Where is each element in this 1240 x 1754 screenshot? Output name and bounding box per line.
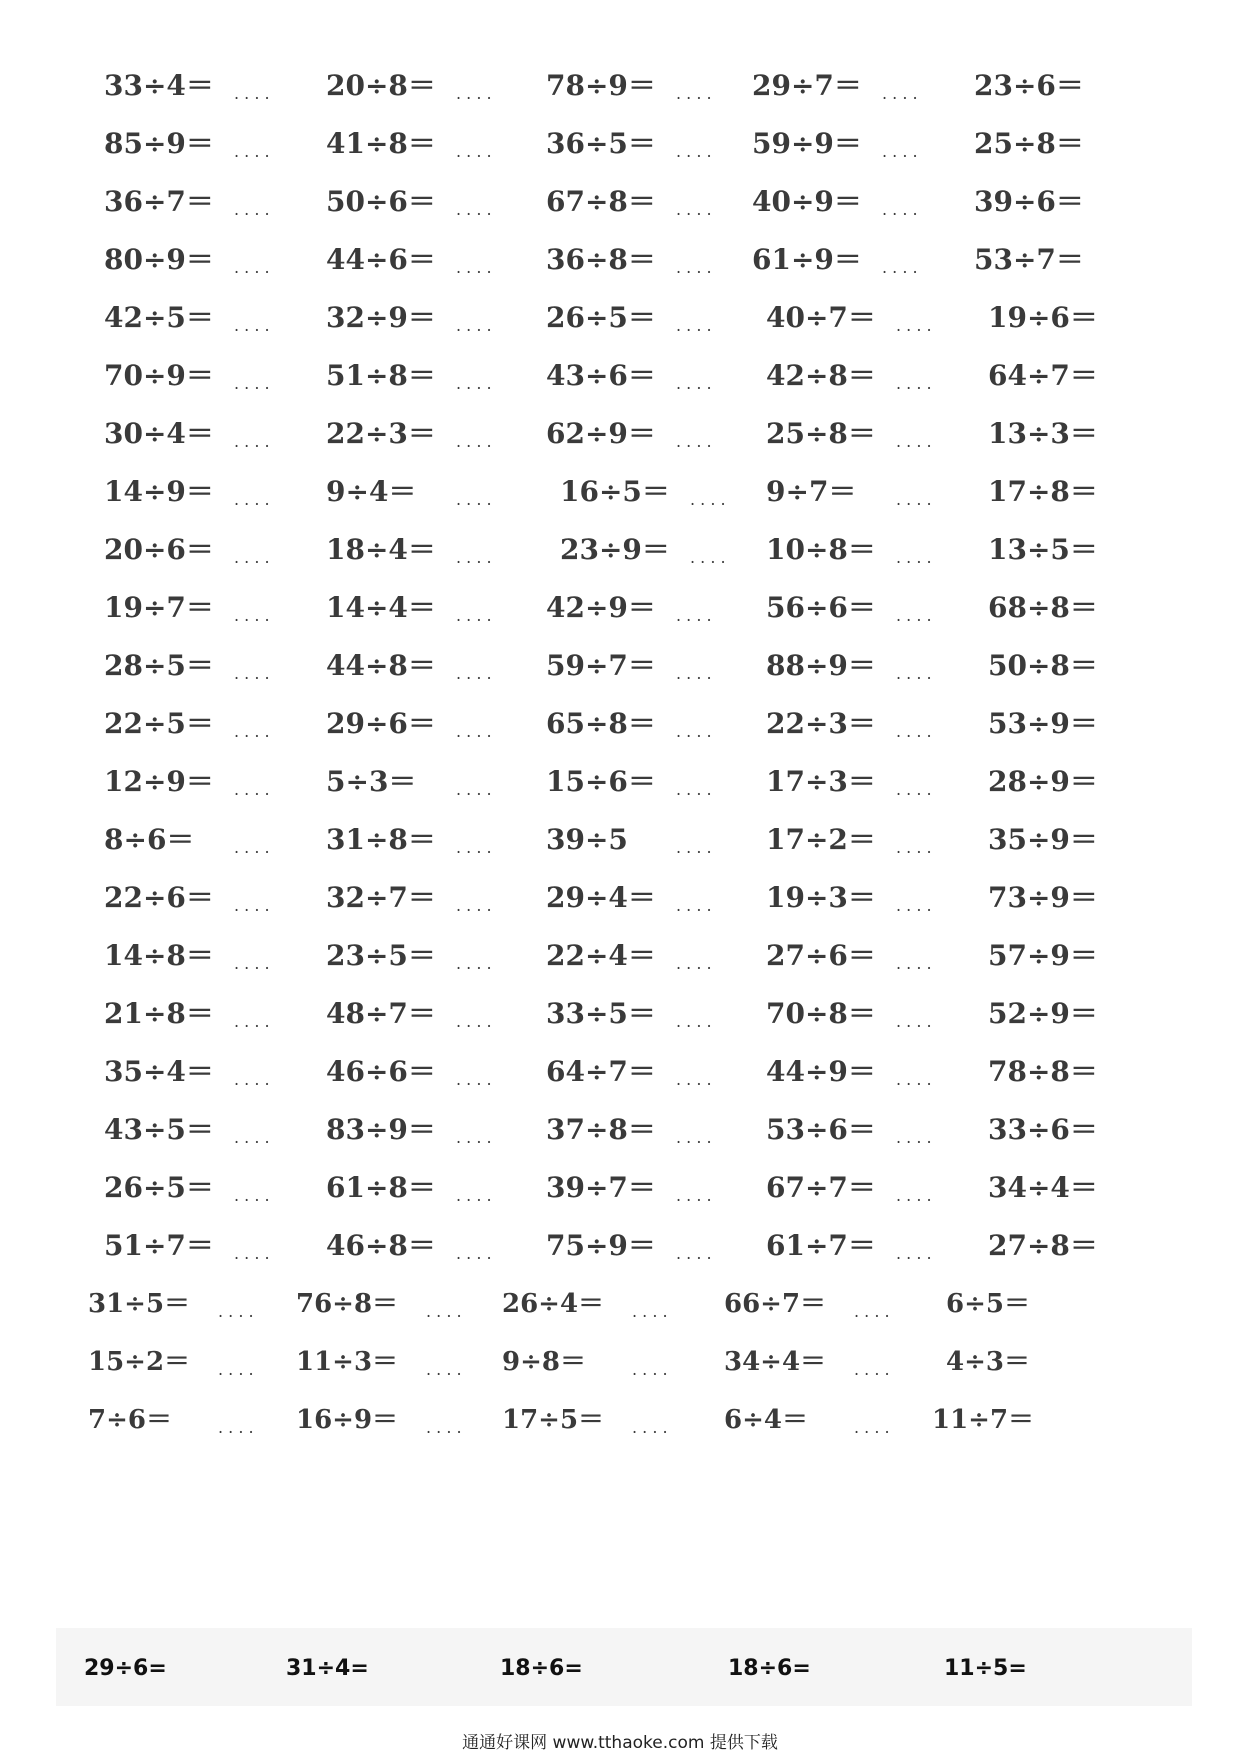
division-problem: 10÷8＝ (766, 533, 876, 566)
answer-dots: . . . . (676, 142, 712, 161)
division-problem: 61÷8＝ (326, 1171, 436, 1204)
division-problem: 22÷5＝ (104, 707, 214, 740)
answer-dots: . . . . (896, 1012, 932, 1031)
division-problem: 44÷9＝ (766, 1055, 876, 1088)
division-problem: 11÷5= (944, 1656, 1027, 1681)
division-problem: 83÷9＝ (326, 1113, 436, 1146)
division-problem: 80÷9＝ (104, 243, 214, 276)
answer-dots: . . . . (632, 1418, 668, 1437)
answer-dots: . . . . (234, 838, 270, 857)
division-problem: 66÷7＝ (724, 1289, 827, 1319)
answer-dots: . . . . (882, 200, 918, 219)
division-problem: 25÷8＝ (766, 417, 876, 450)
division-problem: 28÷5＝ (104, 649, 214, 682)
problem-row (0, 356, 1240, 396)
problem-row (0, 66, 1240, 106)
answer-dots: . . . . (676, 1128, 712, 1147)
division-problem: 42÷5＝ (104, 301, 214, 334)
division-problem: 23÷5＝ (326, 939, 436, 972)
division-problem: 26÷5＝ (546, 301, 656, 334)
answer-dots: . . . . (896, 722, 932, 741)
answer-dots: . . . . (896, 1186, 932, 1205)
division-problem: 12÷9＝ (104, 765, 214, 798)
answer-dots: . . . . (676, 1070, 712, 1089)
division-problem: 51÷8＝ (326, 359, 436, 392)
answer-dots: . . . . (676, 838, 712, 857)
division-problem: 16÷9＝ (296, 1405, 399, 1435)
answer-dots: . . . . (456, 606, 492, 625)
division-problem: 9÷4＝ (326, 475, 417, 508)
problem-row (0, 240, 1240, 280)
answer-dots: . . . . (234, 954, 270, 973)
division-problem: 19÷6＝ (988, 301, 1098, 334)
division-problem: 21÷8＝ (104, 997, 214, 1030)
problem-row (0, 298, 1240, 338)
answer-dots: . . . . (676, 432, 712, 451)
division-problem: 6÷5＝ (946, 1289, 1030, 1319)
division-problem: 36÷8＝ (546, 243, 656, 276)
division-problem: 16÷5＝ (560, 475, 670, 508)
problem-row (0, 878, 1240, 918)
problem-row (0, 1284, 1240, 1324)
answer-dots: . . . . (234, 548, 270, 567)
division-problem: 23÷6＝ (974, 69, 1084, 102)
division-problem: 8÷6＝ (104, 823, 195, 856)
answer-dots: . . . . (456, 316, 492, 335)
division-problem: 22÷4＝ (546, 939, 656, 972)
answer-dots: . . . . (456, 490, 492, 509)
answer-dots: . . . . (218, 1418, 254, 1437)
division-problem: 35÷4＝ (104, 1055, 214, 1088)
answer-dots: . . . . (896, 780, 932, 799)
division-problem: 53÷7＝ (974, 243, 1084, 276)
division-problem: 22÷6＝ (104, 881, 214, 914)
problem-row (0, 1342, 1240, 1382)
division-problem: 36÷5＝ (546, 127, 656, 160)
answer-dots: . . . . (234, 1186, 270, 1205)
division-problem: 65÷8＝ (546, 707, 656, 740)
answer-dots: . . . . (234, 664, 270, 683)
answer-dots: . . . . (896, 490, 932, 509)
problem-row (0, 472, 1240, 512)
answer-dots: . . . . (882, 258, 918, 277)
answer-dots: . . . . (676, 84, 712, 103)
problem-row (0, 1052, 1240, 1092)
division-problem: 14÷4＝ (326, 591, 436, 624)
division-problem: 39÷5 (546, 823, 628, 856)
problem-row (0, 762, 1240, 802)
division-problem: 42÷8＝ (766, 359, 876, 392)
problem-row (0, 182, 1240, 222)
answer-dots: . . . . (676, 1012, 712, 1031)
division-problem: 36÷7＝ (104, 185, 214, 218)
division-problem: 11÷7＝ (932, 1405, 1035, 1435)
division-problem: 31÷5＝ (88, 1289, 191, 1319)
division-problem: 46÷8＝ (326, 1229, 436, 1262)
division-problem: 31÷4= (286, 1656, 369, 1681)
division-problem: 27÷8＝ (988, 1229, 1098, 1262)
answer-dots: . . . . (456, 1070, 492, 1089)
answer-dots: . . . . (676, 954, 712, 973)
division-problem: 41÷8＝ (326, 127, 436, 160)
problem-row (0, 1168, 1240, 1208)
division-problem: 5÷3＝ (326, 765, 417, 798)
division-problem: 70÷8＝ (766, 997, 876, 1030)
answer-dots: . . . . (234, 258, 270, 277)
division-problem: 34÷4＝ (724, 1347, 827, 1377)
division-problem: 28÷9＝ (988, 765, 1098, 798)
division-problem: 23÷9＝ (560, 533, 670, 566)
division-problem: 76÷8＝ (296, 1289, 399, 1319)
answer-dots: . . . . (676, 200, 712, 219)
answer-dots: . . . . (632, 1360, 668, 1379)
division-problem: 4÷3＝ (946, 1347, 1030, 1377)
answer-dots: . . . . (632, 1302, 668, 1321)
division-problem: 18÷4＝ (326, 533, 436, 566)
division-problem: 67÷7＝ (766, 1171, 876, 1204)
division-problem: 29÷6＝ (326, 707, 436, 740)
division-problem: 29÷4＝ (546, 881, 656, 914)
division-problem: 56÷6＝ (766, 591, 876, 624)
answer-dots: . . . . (456, 664, 492, 683)
division-problem: 50÷6＝ (326, 185, 436, 218)
division-problem: 20÷6＝ (104, 533, 214, 566)
answer-dots: . . . . (896, 316, 932, 335)
division-problem: 22÷3＝ (326, 417, 436, 450)
division-problem: 33÷6＝ (988, 1113, 1098, 1146)
answer-dots: . . . . (234, 374, 270, 393)
division-problem: 88÷9＝ (766, 649, 876, 682)
division-problem: 75÷9＝ (546, 1229, 656, 1262)
division-problem: 64÷7＝ (546, 1055, 656, 1088)
division-problem: 25÷8＝ (974, 127, 1084, 160)
answer-dots: . . . . (896, 838, 932, 857)
answer-dots: . . . . (896, 548, 932, 567)
answer-dots: . . . . (456, 84, 492, 103)
problem-row (0, 646, 1240, 686)
answer-dots: . . . . (456, 1012, 492, 1031)
answer-dots: . . . . (896, 432, 932, 451)
answer-dots: . . . . (426, 1360, 462, 1379)
answer-dots: . . . . (882, 84, 918, 103)
answer-dots: . . . . (676, 1186, 712, 1205)
answer-dots: . . . . (456, 432, 492, 451)
answer-dots: . . . . (690, 490, 726, 509)
answer-dots: . . . . (234, 200, 270, 219)
division-problem: 9÷7＝ (766, 475, 857, 508)
division-problem: 17÷3＝ (766, 765, 876, 798)
problem-row (0, 1226, 1240, 1266)
answer-dots: . . . . (234, 432, 270, 451)
answer-dots: . . . . (234, 1128, 270, 1147)
answer-dots: . . . . (456, 1186, 492, 1205)
answer-dots: . . . . (896, 1244, 932, 1263)
answer-dots: . . . . (854, 1360, 890, 1379)
answer-dots: . . . . (690, 548, 726, 567)
division-problem: 7÷6＝ (88, 1405, 172, 1435)
division-problem: 37÷8＝ (546, 1113, 656, 1146)
answer-dots: . . . . (676, 258, 712, 277)
answer-dots: . . . . (234, 606, 270, 625)
division-problem: 68÷8＝ (988, 591, 1098, 624)
division-problem: 43÷6＝ (546, 359, 656, 392)
answer-dots: . . . . (456, 838, 492, 857)
division-problem: 78÷9＝ (546, 69, 656, 102)
answer-dots: . . . . (456, 1128, 492, 1147)
division-problem: 30÷4＝ (104, 417, 214, 450)
division-problem: 52÷9＝ (988, 997, 1098, 1030)
answer-dots: . . . . (854, 1302, 890, 1321)
answer-dots: . . . . (218, 1360, 254, 1379)
division-problem: 40÷7＝ (766, 301, 876, 334)
division-problem: 9÷8＝ (502, 1347, 586, 1377)
answer-dots: . . . . (854, 1418, 890, 1437)
division-problem: 40÷9＝ (752, 185, 862, 218)
answer-dots: . . . . (676, 1244, 712, 1263)
answer-dots: . . . . (234, 1070, 270, 1089)
division-problem: 14÷9＝ (104, 475, 214, 508)
problem-row (0, 936, 1240, 976)
division-problem: 39÷7＝ (546, 1171, 656, 1204)
problem-row (0, 530, 1240, 570)
division-problem: 19÷3＝ (766, 881, 876, 914)
answer-dots: . . . . (456, 896, 492, 915)
answer-dots: . . . . (234, 316, 270, 335)
answer-dots: . . . . (234, 490, 270, 509)
division-problem: 18÷6= (500, 1656, 583, 1681)
problem-row (0, 124, 1240, 164)
answer-dots: . . . . (234, 84, 270, 103)
division-problem: 50÷8＝ (988, 649, 1098, 682)
answer-dots: . . . . (896, 954, 932, 973)
answer-dots: . . . . (456, 722, 492, 741)
answer-dots: . . . . (456, 200, 492, 219)
answer-dots: . . . . (426, 1302, 462, 1321)
answer-dots: . . . . (426, 1418, 462, 1437)
answer-dots: . . . . (456, 548, 492, 567)
problem-row (0, 994, 1240, 1034)
division-problem: 59÷9＝ (752, 127, 862, 160)
division-problem: 6÷4＝ (724, 1405, 808, 1435)
answer-dots: . . . . (676, 374, 712, 393)
answer-dots: . . . . (896, 374, 932, 393)
division-problem: 18÷6= (728, 1656, 811, 1681)
division-problem: 11÷3＝ (296, 1347, 399, 1377)
division-problem: 26÷5＝ (104, 1171, 214, 1204)
division-problem: 27÷6＝ (766, 939, 876, 972)
division-problem: 32÷7＝ (326, 881, 436, 914)
problem-row (0, 588, 1240, 628)
division-problem: 20÷8＝ (326, 69, 436, 102)
division-problem: 19÷7＝ (104, 591, 214, 624)
answer-dots: . . . . (234, 780, 270, 799)
answer-dots: . . . . (234, 142, 270, 161)
division-problem: 29÷7＝ (752, 69, 862, 102)
division-problem: 48÷7＝ (326, 997, 436, 1030)
division-problem: 33÷4＝ (104, 69, 214, 102)
division-problem: 22÷3＝ (766, 707, 876, 740)
answer-dots: . . . . (456, 374, 492, 393)
answer-dots: . . . . (676, 780, 712, 799)
division-problem: 43÷5＝ (104, 1113, 214, 1146)
answer-dots: . . . . (676, 664, 712, 683)
answer-dots: . . . . (896, 1128, 932, 1147)
division-problem: 70÷9＝ (104, 359, 214, 392)
answer-dots: . . . . (234, 722, 270, 741)
division-problem: 64÷7＝ (988, 359, 1098, 392)
answer-dots: . . . . (234, 896, 270, 915)
division-problem: 44÷8＝ (326, 649, 436, 682)
division-problem: 61÷7＝ (766, 1229, 876, 1262)
answer-dots: . . . . (234, 1244, 270, 1263)
division-problem: 78÷8＝ (988, 1055, 1098, 1088)
division-problem: 62÷9＝ (546, 417, 656, 450)
answer-dots: . . . . (456, 1244, 492, 1263)
answer-dots: . . . . (456, 954, 492, 973)
division-problem: 53÷6＝ (766, 1113, 876, 1146)
division-problem: 31÷8＝ (326, 823, 436, 856)
problem-row (0, 704, 1240, 744)
answer-dots: . . . . (218, 1302, 254, 1321)
answer-dots: . . . . (896, 606, 932, 625)
division-problem: 34÷4＝ (988, 1171, 1098, 1204)
answer-dots: . . . . (896, 896, 932, 915)
division-problem: 35÷9＝ (988, 823, 1098, 856)
division-problem: 17÷5＝ (502, 1405, 605, 1435)
problem-row (0, 1110, 1240, 1150)
problem-row (0, 820, 1240, 860)
division-problem: 61÷9＝ (752, 243, 862, 276)
answer-dots: . . . . (234, 1012, 270, 1031)
answer-dots: . . . . (456, 258, 492, 277)
answer-dots: . . . . (676, 722, 712, 741)
division-problem: 17÷8＝ (988, 475, 1098, 508)
division-problem: 46÷6＝ (326, 1055, 436, 1088)
division-problem: 39÷6＝ (974, 185, 1084, 218)
division-problem: 85÷9＝ (104, 127, 214, 160)
division-problem: 73÷9＝ (988, 881, 1098, 914)
division-problem: 13÷5＝ (988, 533, 1098, 566)
division-problem: 17÷2＝ (766, 823, 876, 856)
division-problem: 42÷9＝ (546, 591, 656, 624)
division-problem: 14÷8＝ (104, 939, 214, 972)
problem-row (0, 1400, 1240, 1440)
answer-dots: . . . . (456, 142, 492, 161)
answer-dots: . . . . (896, 1070, 932, 1089)
division-problem: 26÷4＝ (502, 1289, 605, 1319)
division-problem: 13÷3＝ (988, 417, 1098, 450)
division-problem: 59÷7＝ (546, 649, 656, 682)
division-problem: 32÷9＝ (326, 301, 436, 334)
answer-dots: . . . . (896, 664, 932, 683)
answer-dots: . . . . (882, 142, 918, 161)
division-problem: 15÷2＝ (88, 1347, 191, 1377)
footer-credit: 通通好课网 www.tthaoke.com 提供下载 (462, 1733, 778, 1753)
division-problem: 53÷9＝ (988, 707, 1098, 740)
division-problem: 67÷8＝ (546, 185, 656, 218)
division-problem: 33÷5＝ (546, 997, 656, 1030)
problem-row (0, 414, 1240, 454)
answer-dots: . . . . (456, 780, 492, 799)
answer-dots: . . . . (676, 316, 712, 335)
division-problem: 51÷7＝ (104, 1229, 214, 1262)
answer-dots: . . . . (676, 896, 712, 915)
division-problem: 44÷6＝ (326, 243, 436, 276)
division-problem: 15÷6＝ (546, 765, 656, 798)
answer-dots: . . . . (676, 606, 712, 625)
division-problem: 29÷6= (84, 1656, 167, 1681)
division-problem: 57÷9＝ (988, 939, 1098, 972)
